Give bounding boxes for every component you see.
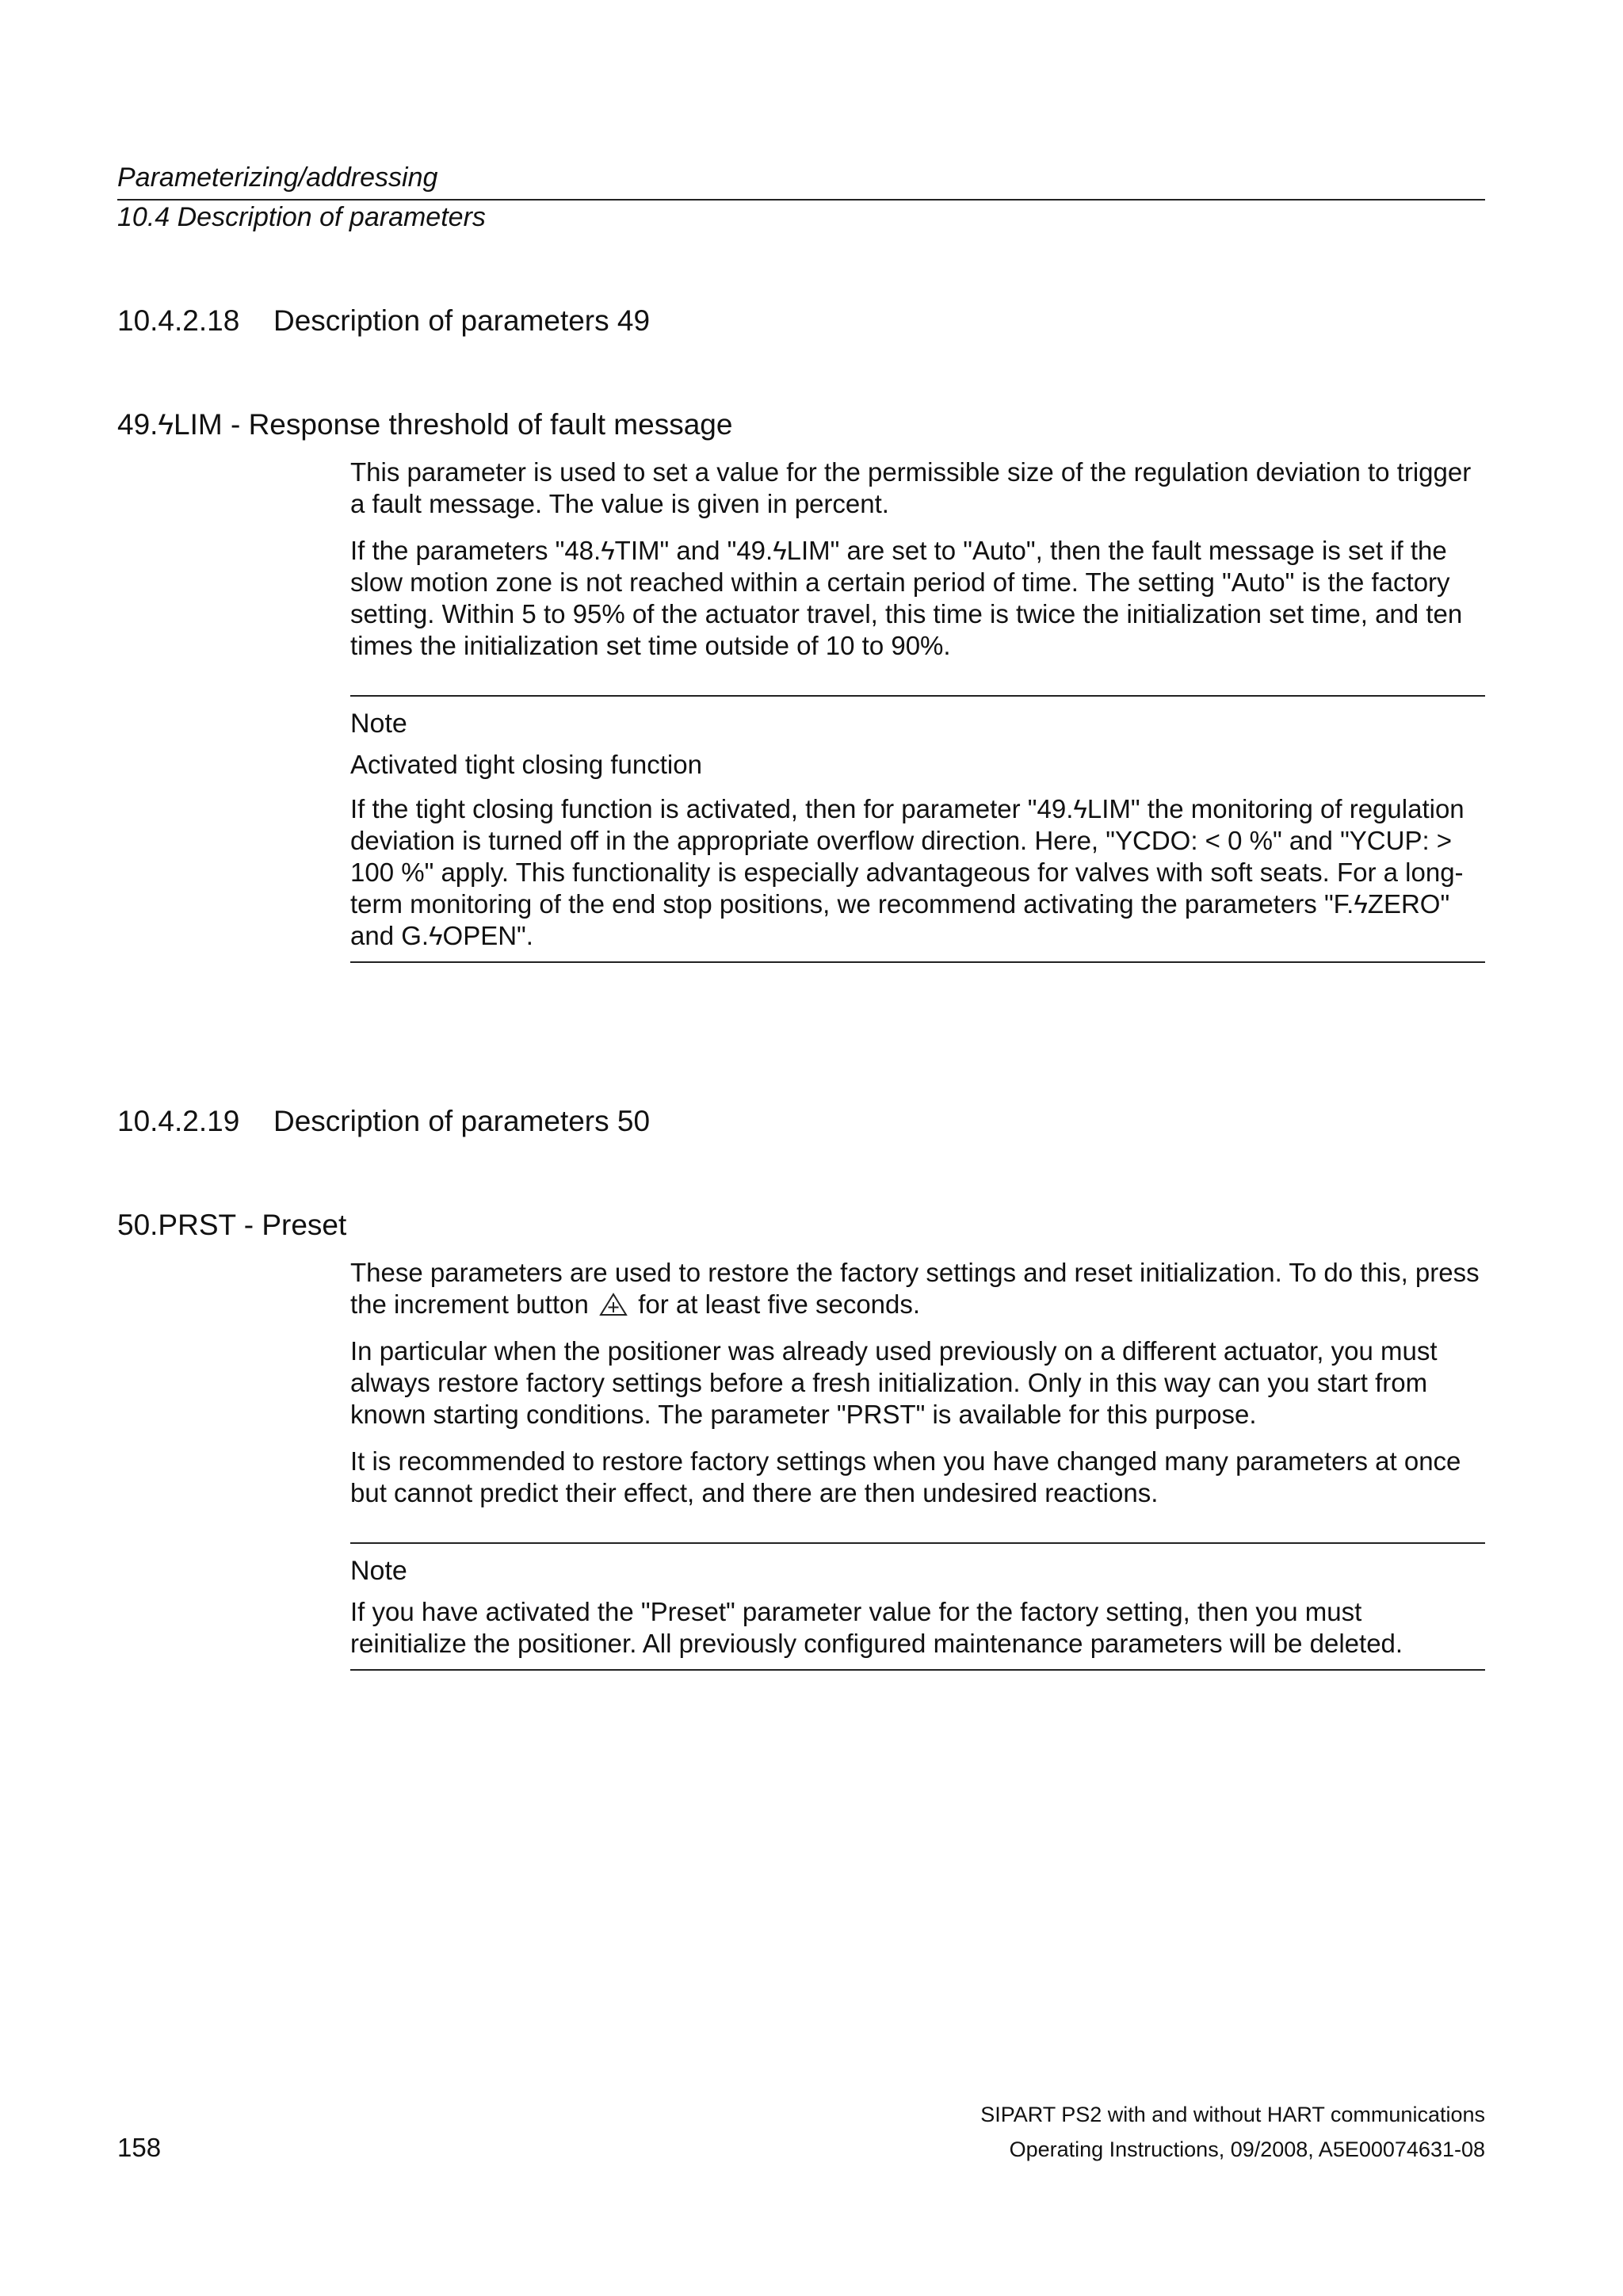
paragraph: In particular when the positioner was already used previously on a different actuator, you must always restore factory settings before a fresh initialization. Only in this way can you start from known starting conditions. The parameter "PRST" is available for this purpose. (350, 1336, 1438, 1429)
note-text: If you have activated the "Preset" parameter value for the factory setting, then you must reinitialize the positioner. All previously configured maintenance parameters will be deleted. (350, 1597, 1403, 1658)
note-label: Note (350, 1556, 407, 1586)
section-number: 10.4.2.19 (117, 1105, 240, 1137)
section-heading-49 (117, 304, 650, 338)
note-subtitle: Activated tight closing function (350, 750, 702, 779)
increment-button-icon (599, 1293, 628, 1316)
section-heading-50 (117, 1104, 650, 1139)
paragraph: If the parameters "48.ϟTIM" and "49.ϟLIM" are set to "Auto", then the fault message is set if the slow motion zone is not reached within a certain period of time. The setting "Auto" is the factory setting. Within 5 to 95% of the actuator travel, this time is twice the initialization set time, and ten times the initialization set time outside of 10 to 90%. (350, 536, 1463, 660)
paragraph: This parameter is used to set a value for the permissible size of the regulation deviation to trigger a fault message. The value is given in percent. (350, 457, 1472, 518)
section-49-body (350, 457, 1491, 677)
section-title: Description of parameters 50 (273, 1105, 651, 1137)
running-header-chapter: Parameterizing/addressing (117, 162, 438, 193)
header-rule (117, 199, 1485, 201)
paragraph-increment-button: These parameters are used to restore the factory settings and reset initialization. To do this, press the increment button for at least five seconds. (350, 1258, 1480, 1319)
note-box-49 (350, 695, 1485, 963)
note-text: If the tight closing function is activated, then for parameter "49.ϟLIM" the monitoring of regulation deviation is turned off in the appropriate overflow direction. Here, "YCDO: < 0 %" and "YCUP: > 100 %" apply. This functionality is especially advantageous for valves with soft seats. For a long-term monitoring of the end stop positions, we recommend activating the parameters "F.ϟZERO" and G.ϟOPEN". (350, 794, 1465, 950)
section-50-body (350, 1257, 1491, 1524)
footer-doc-info: Operating Instructions, 09/2008, A5E00074631-08 (1009, 2137, 1485, 2161)
running-header-section: 10.4 Description of parameters (117, 202, 486, 232)
note-label: Note (350, 709, 407, 739)
param-heading-49-lim: 49.ϟLIM - Response threshold of fault message (117, 408, 733, 441)
note-box-50 (350, 1542, 1485, 1671)
page-number: 158 (117, 2133, 162, 2162)
section-title: Description of parameters 49 (273, 304, 651, 337)
footer-product: SIPART PS2 with and without HART communications (980, 2103, 1485, 2126)
section-number: 10.4.2.18 (117, 304, 240, 337)
paragraph: It is recommended to restore factory settings when you have changed many parameters at once but cannot predict their effect, and there are then undesired reactions. (350, 1446, 1461, 1507)
param-heading-50-prst: 50.PRST - Preset (117, 1209, 347, 1241)
